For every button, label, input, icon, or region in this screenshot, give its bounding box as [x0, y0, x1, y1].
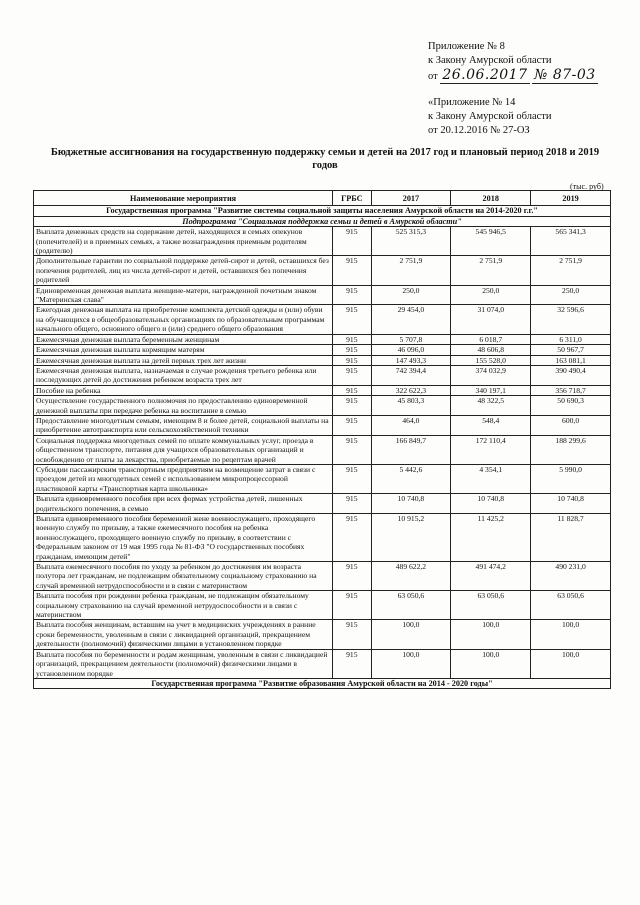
measure-name: Социальная поддержка многодетных семей по оплате коммунальных услуг, проезда в общественном транспорте, питания для учащихся образовательных организаций и освобождению от платы за лекарства, приобретаемые по рецептам врачей — [34, 435, 333, 464]
measure-name: Ежемесячная денежная выплата беременным женщинам — [34, 334, 333, 344]
measure-name: Осуществление государственного полномочия по предоставлению единовременной денежной выплаты при передаче ребенка на воспитание в семью — [34, 396, 333, 416]
grbs-cell: 915 — [333, 591, 371, 620]
value-2019: 6 311,0 — [531, 334, 611, 344]
table-row — [34, 514, 611, 562]
value-2018: 172 110,4 — [451, 435, 531, 464]
table-row — [34, 345, 611, 355]
measure-name: Выплата единовременного пособия беременной жене военнослужащего, проходящего военную службу по призыву, а также ежемесячного пособия на ребенка военнослужащего, проходящего военную службу по призыву, в соответствии с Федеральным законом от 19 мая 1995 года № 81-ФЗ "О государственных пособиях гражданам, имеющим детей" — [34, 514, 333, 562]
value-2019: 32 596,6 — [531, 305, 611, 334]
value-2017: 489 622,2 — [371, 562, 451, 591]
table-header-row — [34, 191, 611, 206]
appendix-label: Приложение № 8 — [428, 41, 505, 52]
measure-name: Единовременная денежная выплата женщине-матери, награжденной почетным знаком "Материнская слава" — [34, 285, 333, 305]
program-row — [34, 206, 611, 216]
value-2017: 5 707,8 — [371, 334, 451, 344]
appendix-date-line — [428, 68, 598, 84]
value-2018: 155 528,0 — [451, 355, 531, 365]
value-2018: 11 425,2 — [451, 514, 531, 562]
prev-appendix-label: «Приложение № 14 — [428, 97, 516, 108]
value-2019: 50 690,3 — [531, 396, 611, 416]
table-row — [34, 494, 611, 514]
header-grbs: ГРБС — [333, 191, 371, 206]
table-row — [34, 305, 611, 334]
value-2017: 29 454,0 — [371, 305, 451, 334]
table-row — [34, 396, 611, 416]
measure-name: Выплата пособия при рождении ребенка гражданам, не подлежащим обязательному социальному страхованию на случай временной нетрудоспособности и в связи с материнством — [34, 591, 333, 620]
grbs-cell: 915 — [333, 365, 371, 385]
grbs-cell: 915 — [333, 514, 371, 562]
value-2019: 50 967,7 — [531, 345, 611, 355]
value-2019: 2 751,9 — [531, 256, 611, 285]
grbs-cell: 915 — [333, 649, 371, 678]
measure-name: Ежемесячная денежная выплата кормящим матерям — [34, 345, 333, 355]
value-2018: 48 606,8 — [451, 345, 531, 355]
value-2017: 464,0 — [371, 415, 451, 435]
value-2017: 100,0 — [371, 620, 451, 649]
value-2019: 5 990,0 — [531, 464, 611, 493]
value-2017: 46 096,0 — [371, 345, 451, 355]
grbs-cell: 915 — [333, 285, 371, 305]
subprogram-title: Подпрограмма "Социальная поддержка семьи и детей в Амурской области" — [34, 216, 611, 226]
value-2018: 545 946,5 — [451, 227, 531, 256]
table-row — [34, 365, 611, 385]
prev-appendix-date: от 20.12.2016 № 27-ОЗ — [428, 125, 530, 136]
value-2018: 100,0 — [451, 649, 531, 678]
grbs-cell: 915 — [333, 334, 371, 344]
program-title: Государственная программа "Развитие образования Амурской области на 2014 - 2020 годы" — [34, 678, 611, 688]
budget-table — [33, 190, 611, 689]
grbs-cell: 915 — [333, 435, 371, 464]
measure-name: Выплата ежемесячного пособия по уходу за ребенком до достижения им возраста полутора лет гражданам, не подлежащим обязательному социальному страхованию на случай временной нетрудоспособности и в связи с материнством — [34, 562, 333, 591]
value-2019: 100,0 — [531, 649, 611, 678]
value-2019: 600,0 — [531, 415, 611, 435]
table-row — [34, 256, 611, 285]
measure-name: Выплата денежных средств на содержание детей, находящихся в семьях опекунов (попечителей) и в приемных семьях, а также вознаграждения приемным родителям (родителю) — [34, 227, 333, 256]
value-2018: 63 050,6 — [451, 591, 531, 620]
table-row — [34, 355, 611, 365]
measure-name: Субсидии пассажирским транспортным предприятиям на возмещение затрат в связи с проездом детей из многодетных семей с использованием микропроцессорной пластиковой карты «Транспортная карта школьника» — [34, 464, 333, 493]
table-row — [34, 285, 611, 305]
grbs-cell: 915 — [333, 562, 371, 591]
value-2017: 250,0 — [371, 285, 451, 305]
grbs-cell: 915 — [333, 494, 371, 514]
value-2017: 322 622,3 — [371, 385, 451, 395]
table-row — [34, 620, 611, 649]
table-row — [34, 649, 611, 678]
value-2018: 100,0 — [451, 620, 531, 649]
measure-name: Выплата единовременного пособия при всех формах устройства детей, лишенных родительского попечения, в семью — [34, 494, 333, 514]
value-2019: 188 299,6 — [531, 435, 611, 464]
table-row — [34, 591, 611, 620]
program-title: Государственная программа "Развитие системы социальной защиты населения Амурской области на 2014-2020 г.г." — [34, 206, 611, 216]
value-2019: 100,0 — [531, 620, 611, 649]
value-2018: 31 074,0 — [451, 305, 531, 334]
value-2018: 10 740,8 — [451, 494, 531, 514]
value-2019: 10 740,8 — [531, 494, 611, 514]
measure-name: Пособие на ребенка — [34, 385, 333, 395]
value-2019: 490 231,0 — [531, 562, 611, 591]
appendix-law: к Закону Амурской области — [428, 55, 552, 66]
value-2018: 491 474,2 — [451, 562, 531, 591]
value-2019: 390 490,4 — [531, 365, 611, 385]
value-2018: 4 354,1 — [451, 464, 531, 493]
appendix-previous-block — [428, 96, 552, 138]
value-2018: 340 197,1 — [451, 385, 531, 395]
value-2017: 525 315,3 — [371, 227, 451, 256]
table-row — [34, 464, 611, 493]
measure-name: Ежемесячная денежная выплата на детей первых трех лет жизни — [34, 355, 333, 365]
grbs-cell: 915 — [333, 305, 371, 334]
unit-label: (тыс. руб) — [570, 182, 604, 191]
grbs-cell: 915 — [333, 227, 371, 256]
value-2017: 45 803,3 — [371, 396, 451, 416]
value-2019: 63 050,6 — [531, 591, 611, 620]
header-2019: 2019 — [531, 191, 611, 206]
prev-appendix-law: к Закону Амурской области — [428, 111, 552, 122]
value-2017: 10 740,8 — [371, 494, 451, 514]
header-name: Наименование мероприятия — [34, 191, 333, 206]
value-2019: 11 828,7 — [531, 514, 611, 562]
header-2018: 2018 — [451, 191, 531, 206]
measure-name: Выплата пособия по беременности и родам женщинам, уволенным в связи с ликвидацией организаций, прекращением деятельности (полномочий) физическими лицами в установленном порядке — [34, 649, 333, 678]
grbs-cell: 915 — [333, 396, 371, 416]
table-row — [34, 227, 611, 256]
grbs-cell: 915 — [333, 355, 371, 365]
value-2017: 166 849,7 — [371, 435, 451, 464]
value-2017: 100,0 — [371, 649, 451, 678]
date-prefix: от — [428, 71, 438, 82]
appendix-current-block — [428, 40, 598, 84]
value-2018: 48 322,5 — [451, 396, 531, 416]
program-row — [34, 678, 611, 688]
value-2018: 548,4 — [451, 415, 531, 435]
handwritten-date: 26.06.2017 — [442, 67, 528, 83]
measure-name: Ежегодная денежная выплата на приобретение комплекта детской одежды и (или) обуви на обучающихся в общеобразовательных организациях по образовательным программам начального общего, основного общего и (или) среднего общего образования — [34, 305, 333, 334]
measure-name: Дополнительные гарантии по социальной поддержке детей-сирот и детей, оставшихся без попечения родителей, лиц из числа детей-сирот и детей, оставшихся без попечения родителей — [34, 256, 333, 285]
value-2017: 2 751,9 — [371, 256, 451, 285]
value-2019: 356 718,7 — [531, 385, 611, 395]
value-2017: 147 493,3 — [371, 355, 451, 365]
value-2017: 63 050,6 — [371, 591, 451, 620]
handwritten-number: № 87-03 — [534, 67, 596, 83]
value-2018: 250,0 — [451, 285, 531, 305]
grbs-cell: 915 — [333, 620, 371, 649]
table-row — [34, 334, 611, 344]
value-2018: 374 032,9 — [451, 365, 531, 385]
value-2019: 163 081,1 — [531, 355, 611, 365]
header-2017: 2017 — [371, 191, 451, 206]
value-2019: 565 341,3 — [531, 227, 611, 256]
document-title: Бюджетные ассигнования на государственную поддержку семьи и детей на 2017 год и плановый период 2018 и 2019 годов — [50, 147, 600, 171]
value-2018: 6 018,7 — [451, 334, 531, 344]
value-2017: 10 915,2 — [371, 514, 451, 562]
value-2019: 250,0 — [531, 285, 611, 305]
subprogram-row — [34, 216, 611, 226]
table-row — [34, 415, 611, 435]
grbs-cell: 915 — [333, 464, 371, 493]
value-2018: 2 751,9 — [451, 256, 531, 285]
measure-name: Предоставление многодетным семьям, имеющим 8 и более детей, социальной выплаты на приобретение автотранспорта или сельскохозяйственной техники — [34, 415, 333, 435]
table-row — [34, 385, 611, 395]
grbs-cell: 915 — [333, 385, 371, 395]
value-2017: 742 394,4 — [371, 365, 451, 385]
table-row — [34, 435, 611, 464]
grbs-cell: 915 — [333, 256, 371, 285]
grbs-cell: 915 — [333, 415, 371, 435]
grbs-cell: 915 — [333, 345, 371, 355]
value-2017: 5 442,6 — [371, 464, 451, 493]
measure-name: Выплата пособия женщинам, вставшим на учет в медицинских учреждениях в ранние сроки беременности, уволенным в связи с ликвидацией организаций, прекращением деятельности (полномочий) физическими лицами в установленном порядке — [34, 620, 333, 649]
measure-name: Ежемесячная денежная выплата, назначаемая в случае рождения третьего ребенка или последующих детей до достижения ребенком возраста трех лет — [34, 365, 333, 385]
table-row — [34, 562, 611, 591]
